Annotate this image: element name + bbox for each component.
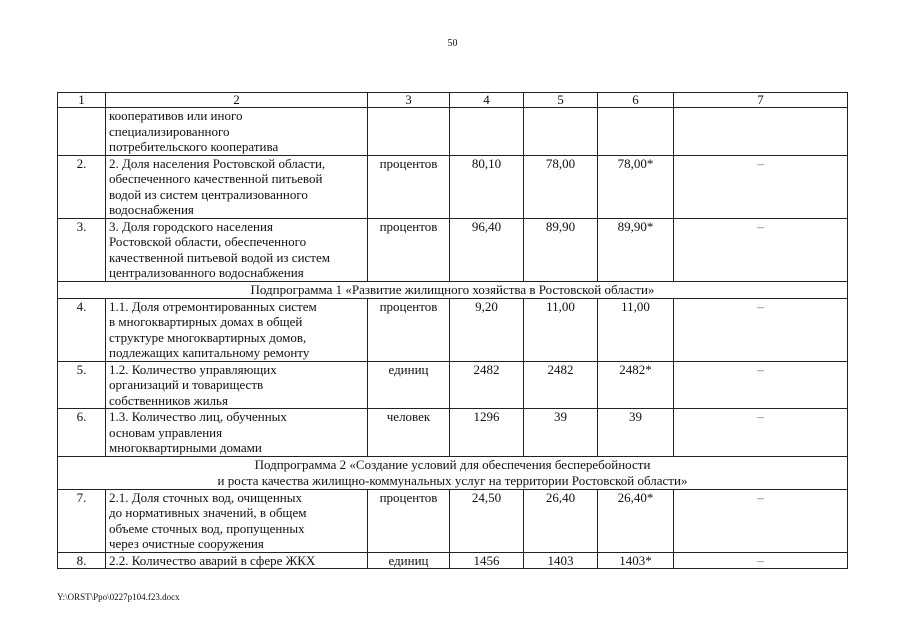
table-row <box>58 298 848 361</box>
column-number: 1 <box>58 93 106 108</box>
value-cell: 80,10 <box>450 155 524 218</box>
value-cell: 1456 <box>450 552 524 569</box>
note-cell: – <box>674 361 848 409</box>
value-cell: 1403 <box>524 552 598 569</box>
value-cell: 39 <box>524 409 598 457</box>
note-cell: – <box>674 155 848 218</box>
column-number: 5 <box>524 93 598 108</box>
value-cell: 2482 <box>450 361 524 409</box>
note-cell <box>674 108 848 156</box>
indicator-name-cell <box>106 552 368 569</box>
value-cell: 78,00 <box>524 155 598 218</box>
indicator-name-line: Ростовской области, обеспеченного <box>109 234 307 249</box>
indicator-name-line: централизованного водоснабжения <box>109 265 304 280</box>
row-number-cell: 2. <box>58 155 106 218</box>
subprogram-title-line: Подпрограмма 1 «Развитие жилищного хозяйства в Ростовской области» <box>250 281 655 297</box>
table-row <box>58 155 848 218</box>
indicator-name-line: до нормативных значений, в общем <box>109 505 307 520</box>
indicator-name-line: качественной питьевой водой из систем <box>109 249 330 265</box>
subprogram-title <box>58 456 848 489</box>
value-cell: 39 <box>598 409 674 457</box>
indicator-name-line: 1.3. Количество лиц, обученных <box>109 409 287 424</box>
column-number-row <box>58 93 848 108</box>
column-number: 2 <box>106 93 368 108</box>
indicator-name-line: 3. Доля городского населения <box>109 218 273 234</box>
table-row <box>58 218 848 281</box>
note-cell: – <box>674 489 848 552</box>
value-cell: 78,00* <box>598 155 674 218</box>
value-cell: 1296 <box>450 409 524 457</box>
indicator-name-line: 1.1. Доля отремонтированных систем <box>109 298 317 314</box>
unit-cell: процентов <box>368 218 450 281</box>
value-cell: 9,20 <box>450 298 524 361</box>
indicator-name-cell <box>106 108 368 156</box>
note-cell: – <box>674 218 848 281</box>
indicator-name-line: подлежащих капитальному ремонту <box>109 345 310 360</box>
value-cell: 1403* <box>598 552 674 569</box>
unit-cell: единиц <box>368 552 450 569</box>
value-cell <box>598 108 674 156</box>
row-number-cell: 6. <box>58 409 106 457</box>
indicator-name-line: в многоквартирных домах в общей <box>109 314 303 329</box>
value-cell: 11,00 <box>598 298 674 361</box>
indicator-name-line: водоснабжения <box>109 202 194 217</box>
document-file-path: Y:\ORST\Ppo\0227p104.f23.docx <box>57 592 180 602</box>
value-cell: 2482* <box>598 361 674 409</box>
table-row <box>58 409 848 457</box>
value-cell: 2482 <box>524 361 598 409</box>
unit-cell: процентов <box>368 489 450 552</box>
row-number-cell: 4. <box>58 298 106 361</box>
indicator-name-line: объеме сточных вод, пропущенных <box>109 520 305 536</box>
column-number: 4 <box>450 93 524 108</box>
indicator-name-cell <box>106 489 368 552</box>
page-number: 50 <box>447 38 458 49</box>
indicator-name-cell <box>106 298 368 361</box>
indicator-name-line: 2.2. Количество аварий в сфере ЖКХ <box>109 552 316 568</box>
indicator-name-cell <box>106 409 368 457</box>
value-cell: 24,50 <box>450 489 524 552</box>
subprogram-title-line: Подпрограмма 2 «Создание условий для обеспечения бесперебойности <box>254 456 651 472</box>
unit-cell: человек <box>368 409 450 457</box>
indicator-name-line: 1.2. Количество управляющих <box>109 361 277 377</box>
indicator-name-line: обеспеченного качественной питьевой <box>109 171 323 186</box>
column-number: 3 <box>368 93 450 108</box>
indicator-name-line: специализированного <box>109 123 230 139</box>
indicator-name-line: кооперативов или иного <box>109 108 243 123</box>
value-cell <box>450 108 524 156</box>
indicator-name-line: 2. Доля населения Ростовской области, <box>109 155 326 171</box>
table-row <box>58 361 848 409</box>
indicator-name-cell <box>106 218 368 281</box>
indicator-name-line: водой из систем централизованного <box>109 186 308 202</box>
column-number: 7 <box>674 93 848 108</box>
subprogram-row <box>58 456 848 489</box>
value-cell <box>524 108 598 156</box>
indicator-name-line: 2.1. Доля сточных вод, очищенных <box>109 489 302 505</box>
column-number: 6 <box>598 93 674 108</box>
row-number-cell: 3. <box>58 218 106 281</box>
row-number-cell: 5. <box>58 361 106 409</box>
value-cell: 89,90* <box>598 218 674 281</box>
table-row-continuation <box>58 108 848 156</box>
subprogram-title <box>58 281 848 298</box>
indicator-name-line: через очистные сооружения <box>109 536 264 551</box>
note-cell: – <box>674 409 848 457</box>
unit-cell <box>368 108 450 156</box>
table-row <box>58 552 848 569</box>
unit-cell: единиц <box>368 361 450 409</box>
unit-cell: процентов <box>368 298 450 361</box>
indicator-name-cell <box>106 361 368 409</box>
value-cell: 11,00 <box>524 298 598 361</box>
value-cell: 96,40 <box>450 218 524 281</box>
row-number-cell: 8. <box>58 552 106 569</box>
note-cell: – <box>674 552 848 569</box>
unit-cell: процентов <box>368 155 450 218</box>
note-cell: – <box>674 298 848 361</box>
indicator-name-line: основам управления <box>109 424 223 440</box>
indicator-name-line: потребительского кооператива <box>109 139 279 154</box>
indicator-name-line: структуре многоквартирных домов, <box>109 329 307 345</box>
value-cell: 26,40 <box>524 489 598 552</box>
row-number-cell <box>58 108 106 156</box>
indicator-name-line: организаций и товариществ <box>109 377 264 392</box>
indicator-name-line: собственников жилья <box>109 392 228 408</box>
indicators-table <box>57 92 848 569</box>
value-cell: 89,90 <box>524 218 598 281</box>
indicator-name-line: многоквартирными домами <box>109 440 262 455</box>
subprogram-title-line: и роста качества жилищно-коммунальных услуг на территории Ростовской области» <box>217 472 688 488</box>
subprogram-row <box>58 281 848 298</box>
indicator-name-cell <box>106 155 368 218</box>
row-number-cell: 7. <box>58 489 106 552</box>
table-row <box>58 489 848 552</box>
value-cell: 26,40* <box>598 489 674 552</box>
